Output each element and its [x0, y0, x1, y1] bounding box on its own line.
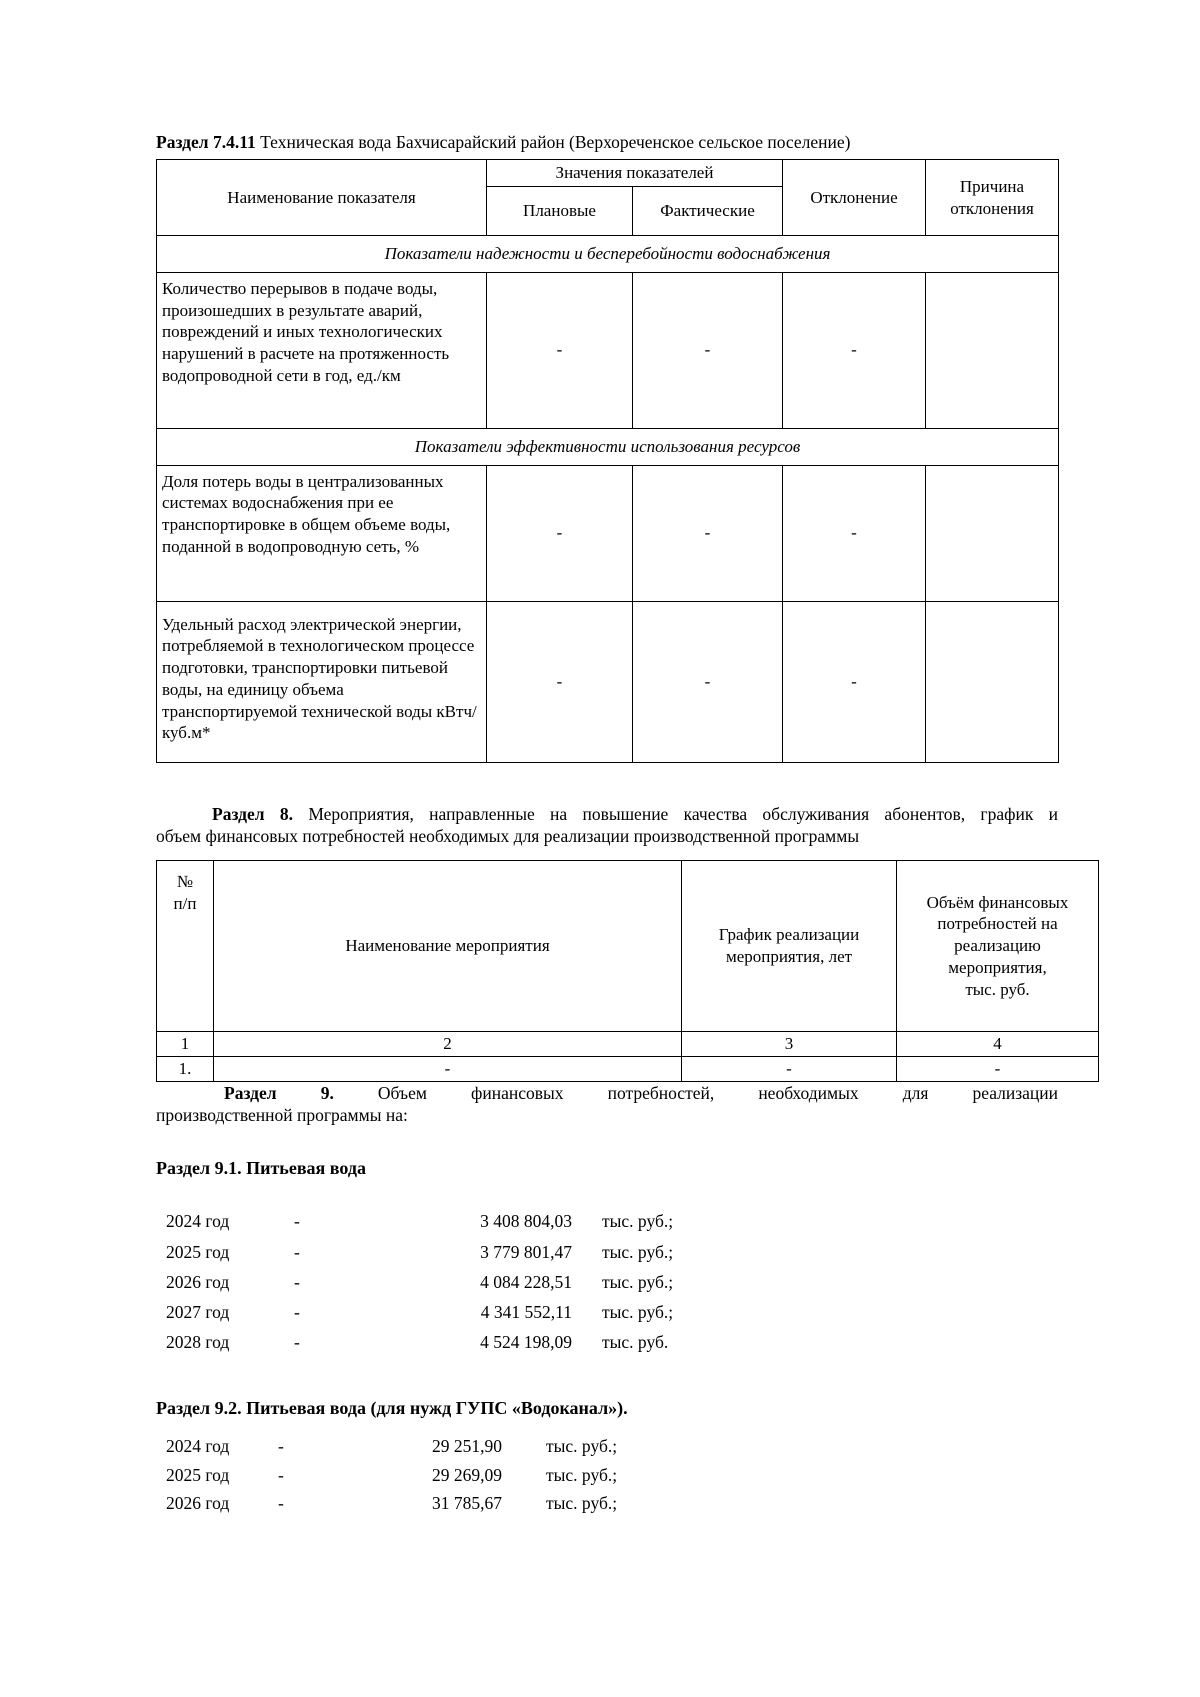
group-caption-row	[157, 236, 1059, 273]
group-caption-row	[157, 428, 1059, 465]
year-label: 2024 год	[166, 1211, 230, 1232]
indicators-table	[156, 159, 1059, 762]
spacer	[156, 1420, 1058, 1432]
header-number-line1: №	[176, 872, 194, 892]
header-schedule-line1: График реализации	[718, 925, 860, 945]
row-finance: -	[897, 1056, 1099, 1081]
section-9-paragraph-line1	[156, 1082, 1058, 1105]
header-finance-line3: реализацию	[954, 936, 1041, 956]
list-item	[156, 1237, 1058, 1267]
column-number-1: 1	[157, 1032, 214, 1057]
amount-value: 4 524 198,09	[480, 1331, 572, 1352]
amount-value: 4 341 552,11	[480, 1301, 572, 1322]
group-caption-efficiency: Показатели эффективности использования ресурсов	[157, 428, 1059, 465]
amount-unit: тыс. руб.;	[546, 1436, 618, 1457]
indicators-table-wrapper	[156, 159, 1058, 762]
header-schedule	[682, 861, 897, 1032]
year-label: 2027 год	[166, 1301, 230, 1322]
section-9-2-heading: Раздел 9.2. Питьевая вода (для нужд ГУПС «Водоканал»).	[156, 1397, 628, 1418]
spacer	[156, 848, 1058, 860]
header-finance-line2: потребностей на	[937, 914, 1058, 934]
header-finance-line1: Объём финансовых	[926, 892, 1069, 912]
year-label: 2026 год	[166, 1271, 230, 1292]
amount-value: 4 084 228,51	[480, 1271, 572, 1292]
value-actual: -	[633, 601, 783, 762]
header-schedule-line2: мероприятия, лет	[725, 947, 853, 967]
header-measure-name: Наименование мероприятия	[214, 861, 682, 1032]
row-measure-name: -	[214, 1056, 682, 1081]
year-label: 2028 год	[166, 1331, 230, 1352]
separator-dash: -	[278, 1464, 284, 1485]
spacer	[156, 763, 1058, 803]
section-8-paragraph-line1	[156, 803, 1058, 826]
section-9-text-line1: Объем финансовых потребностей, необходимых для реализации	[377, 1082, 1059, 1103]
section-8-paragraph-line2: объем финансовых потребностей необходимых для реализации производственной программы	[156, 826, 860, 847]
amount-unit: тыс. руб.;	[546, 1464, 618, 1485]
year-label: 2025 год	[166, 1464, 230, 1485]
group-caption-reliability: Показатели надежности и бесперебойности водоснабжения	[157, 236, 1059, 273]
value-actual: -	[633, 272, 783, 428]
amount-value: 29 251,90	[432, 1436, 502, 1457]
separator-dash: -	[278, 1493, 284, 1514]
value-reason	[926, 601, 1059, 762]
amount-unit: тыс. руб.	[602, 1331, 669, 1352]
indicator-name-energy-consumption: Удельный расход электрической энергии, потребляемой в технологическом процессе подготовки, транспортировки питьевой воды, на единицу объема транспортируемой технической воды кВтч/куб.м*	[157, 601, 487, 762]
section-7-4-11-title-text: Техническая вода Бахчисарайский район (Верхореченское сельское поселение)	[260, 132, 851, 152]
section-9-2-amount-list	[156, 1432, 1058, 1517]
amount-unit: тыс. руб.;	[602, 1241, 674, 1262]
list-item	[156, 1489, 1058, 1517]
spacer	[156, 1357, 1058, 1397]
amount-value: 31 785,67	[432, 1493, 502, 1514]
year-label: 2026 год	[166, 1493, 230, 1514]
section-9-number: 9.	[320, 1082, 334, 1103]
value-deviation: -	[783, 272, 926, 428]
indicator-name-water-losses: Доля потерь воды в централизованных системах водоснабжения при ее транспортировке в общем объеме воды, поданной в водопроводную сеть, %	[157, 465, 487, 601]
measures-header-row	[157, 861, 1099, 1032]
header-actual: Фактические	[633, 187, 783, 236]
amount-value: 3 779 801,47	[480, 1241, 572, 1262]
table-row	[157, 1056, 1099, 1081]
value-planned: -	[487, 601, 633, 762]
list-item	[156, 1432, 1058, 1460]
separator-dash: -	[294, 1241, 300, 1262]
section-9-1-amount-list	[156, 1206, 1058, 1356]
value-planned: -	[487, 272, 633, 428]
column-number-4: 4	[897, 1032, 1099, 1057]
amount-unit: тыс. руб.;	[546, 1493, 618, 1514]
year-label: 2024 год	[166, 1436, 230, 1457]
header-number	[157, 861, 214, 1032]
list-item	[156, 1267, 1058, 1297]
spacer	[156, 1180, 1058, 1206]
header-values-group: Значения показателей	[487, 160, 783, 187]
header-number-line2: п/п	[173, 893, 197, 913]
section-7-4-11-label: Раздел 7.4.11	[156, 132, 256, 152]
value-deviation: -	[783, 601, 926, 762]
separator-dash: -	[294, 1211, 300, 1232]
header-planned: Плановые	[487, 187, 633, 236]
amount-value: 3 408 804,03	[480, 1211, 572, 1232]
column-number-3: 3	[682, 1032, 897, 1057]
list-item	[156, 1327, 1058, 1357]
list-item	[156, 1461, 1058, 1489]
spacer	[156, 1127, 1058, 1157]
indicator-name-interruptions: Количество перерывов в подаче воды, произошедших в результате аварий, повреждений и иных технологических нарушений в расчете на протяженность водопроводной сети в год, ед./км	[157, 272, 487, 428]
separator-dash: -	[278, 1436, 284, 1457]
amount-unit: тыс. руб.;	[602, 1211, 674, 1232]
amount-value: 29 269,09	[432, 1464, 502, 1485]
year-label: 2025 год	[166, 1241, 230, 1262]
table-header-row-1	[157, 160, 1059, 187]
section-7-4-11-title	[156, 132, 1058, 153]
amount-unit: тыс. руб.;	[602, 1301, 674, 1322]
amount-unit: тыс. руб.;	[602, 1271, 674, 1292]
separator-dash: -	[294, 1301, 300, 1322]
value-actual: -	[633, 465, 783, 601]
section-8-label: Раздел 8.	[212, 803, 294, 824]
header-finance	[897, 861, 1099, 1032]
value-reason	[926, 465, 1059, 601]
header-finance-line4: мероприятия,	[948, 957, 1047, 977]
row-index: 1.	[157, 1056, 214, 1081]
header-finance-line5: тыс. руб.	[965, 979, 1030, 999]
row-schedule: -	[682, 1056, 897, 1081]
value-planned: -	[487, 465, 633, 601]
header-indicator-name: Наименование показателя	[157, 160, 487, 236]
table-row	[157, 465, 1059, 601]
separator-dash: -	[294, 1331, 300, 1352]
section-9-paragraph-line2: производственной программы на:	[156, 1105, 408, 1126]
section-8-text-line1: Мероприятия, направленные на повышение качества обслуживания абонентов, график и	[308, 803, 1058, 824]
value-deviation: -	[783, 465, 926, 601]
column-number-2: 2	[214, 1032, 682, 1057]
header-deviation: Отклонение	[783, 160, 926, 236]
section-9-label: Раздел	[224, 1082, 277, 1103]
section-9-1-heading: Раздел 9.1. Питьевая вода	[156, 1158, 366, 1179]
list-item	[156, 1206, 1058, 1236]
value-reason	[926, 272, 1059, 428]
separator-dash: -	[294, 1271, 300, 1292]
header-deviation-reason: Причина отклонения	[926, 160, 1059, 236]
table-row	[157, 601, 1059, 762]
column-number-row	[157, 1032, 1099, 1057]
list-item	[156, 1297, 1058, 1327]
table-row	[157, 272, 1059, 428]
measures-table	[156, 860, 1099, 1082]
